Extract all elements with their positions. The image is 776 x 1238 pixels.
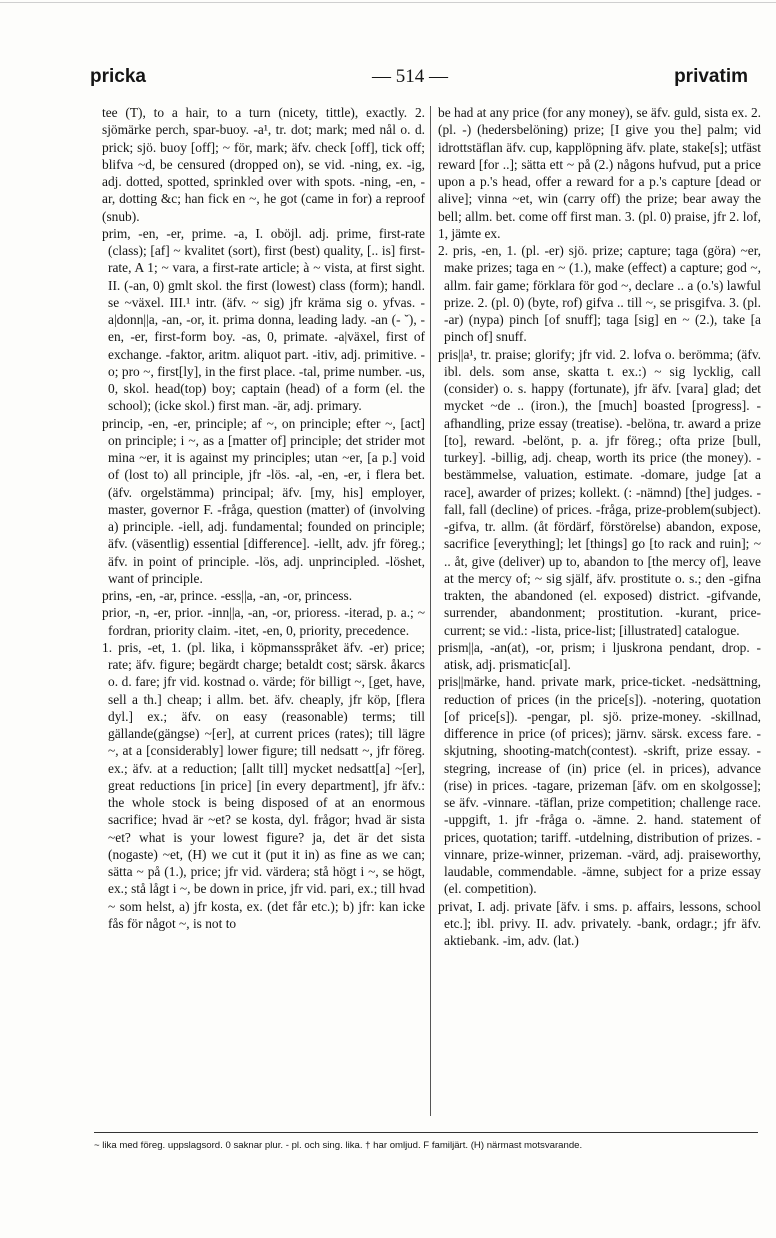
- entry-pris-2: 2. pris, -en, 1. (pl. -er) sjö. prize; capture; taga (göra) ~er, make prizes; taga en ~ (1.), make (effect) a capture; god ~, allm. fair game; förklara för god ~, declare .. a (o.'s) lawful prize. 2. (pl. 0) (byte, rof) gifva .. till ~, se prisgifva. 3. (pl. -ar) (nypa) pinch [of snuff]; taga [sig] en ~ (2.), take [a pinch of] snuff.: [438, 243, 761, 345]
- left-guide-word: pricka: [90, 66, 146, 87]
- abbreviation-legend: ~ lika med föreg. uppslagsord. 0 saknar plur. - pl. och sing. lika. † har omljud. F familjärt. (H) närmast motsvarande.: [94, 1140, 583, 1151]
- entry-prior: prior, -n, -er, prior. -inn||a, -an, -or, prioress. -iterad, p. a.; ~ fordran, priority claim. -itet, -en, 0, priority, precedence.: [102, 605, 425, 638]
- entry-continuation-pris: be had at any price (for any money), se äfv. guld, sista ex. 2. (pl. -) (hedersbelöning) prize; [I give you the] palm; vid idrottstäflan äfv. cup, kapplöpning äfv. plate, stake[s]; utfäst reward [for ..]; sätta ett ~ på (2.) någons hufvud, put a price upon a p.'s head, offer a reward for a p.'s capture [dead or alive]; vinna ~et, win (carry off) the prize; bear away the bell; allm. bet. come off first man. 3. (pl. 0) praise, jfr 2. lof, 1, jämte ex.: [438, 105, 761, 241]
- right-guide-word: privatim: [674, 66, 748, 87]
- entry-pris-1: 1. pris, -et, 1. (pl. lika, i köpmansspråket äfv. -er) price; rate; äfv. figure; begärdt charge; betaldt cost; särsk. åkarcs o. d. fare; jfr vid. kostnad o. värde; för billigt ~, [get, have, sell a th.] cheap; i allm. bet. äfv. cheaply, jfr köp, [flera dyl.] ex.; äfv. on easy (reasonable) terms; till gällande(gängse) ~[er], at current prices (rates); till lägre ~, at a [considerably] lower figure; till nedsatt ~, jfr föreg. ex.; äfv. at a reduction; [allt till] mycket nedsatt[a] ~[er], great reductions [in price] [in every department], jfr äfv.: the whole stock is being disposed of at an enormous sacrifice; hvad är ~et? se kosta, dyl. frågor; hvad är sista ~et? what is your lowest figure? ja, det är det sista (nogaste) ~et, (H) we cut it (put it in) as fine as we can; sätta ~ på (1.), price; jfr vid. värdera; stå högt i ~, se högt, ex.; stå lågt i ~, be down in price, jfr vid. pari, ex.; till hvad ~ som helst, a) jfr kosta, ex. (det får etc.); b) jfr: kan icke fås för något ~, is not to: [102, 639, 425, 931]
- entry-prismarke: pris||märke, hand. private mark, price-ticket. -nedsättning, reduction of prices (in the price[s]). -notering, quotation [of price[s]). -pengar, pl. sjö. prize-money. -skillnad, difference in price (of prices); järnv. särsk. excess fare. -skjutning, shooting-match(contest). -skrift, prize essay. -stegring, increase of (in) price (el. in prices), advance (rise) in prices. -tagare, prizeman [äfv. om en skolgosse]; se äfv. -vinnare. -täflan, prize competition; challenge race. -uppgift, 1. jfr -fråga o. -ämne. 2. hand. statement of prices, quotation; tariff. -utdelning, distribution of prizes. -vinnare, prize-winner, prizeman. -värd, adj. praiseworthy, laudable, commendable. -ämne, subject for a prize essay (el. competition).: [438, 674, 761, 897]
- column-divider: [430, 106, 431, 1116]
- page-number: — 514 —: [372, 66, 449, 87]
- left-column: [102, 104, 425, 932]
- top-rule: [0, 2, 776, 3]
- dictionary-body: [94, 104, 761, 1120]
- entry-prisma: prism||a, -an(at), -or, prism; i ljuskrona pendant, drop. -atisk, adj. prismatic[al].: [438, 639, 761, 672]
- footer-rule: [94, 1132, 758, 1133]
- entry-princip: princip, -en, -er, principle; af ~, on principle; efter ~, [act] on principle; i ~, as a [matter of] principle; det strider mot mina ~er, it is against my principles; utan ~er, [a p.] void of (lost to) all principle, jfr -lös. -al, -en, -er, i flera bet. (äfv. orgelstämma) principal; äfv. [my, his] employer, master, governor F. -fråga, question (matter) of (involving a) principle. -iell, adj. fundamental; founded on principle; äfv. (väsentlig) essential [difference]. -iellt, adv. jfr föreg.; äfv. in point of principle. -lös, adj. unprincipled. -löshet, want of principle.: [102, 415, 425, 586]
- right-column: [438, 104, 761, 949]
- page-header: [90, 66, 748, 96]
- entry-privat: privat, I. adj. private [äfv. i sms. p. affairs, lessons, school etc.]; ibl. privy. II. adv. privately. -bank, ordagr.; jfr äfv. aktiebank. -im, adv. (lat.): [438, 898, 761, 948]
- entry-continuation-pricka: tee (T), to a hair, to a turn (nicety, tittle), exactly. 2. sjömärke perch, spar-buoy. -a¹, tr. dot; mark; med nål o. d. prick; sjö. buoy [off]; ~ för, mark; äfv. check [off], tick off; blifva ~d, be censured (dropped on), se vid. -ning, ex. -ig, adj. dotted, spotted, sprinkled over with spots. -ning, -en, -ar, dotting &c; han fick en ~, he got (came in for) a reproof (snub).: [102, 105, 425, 224]
- entry-prim: prim, -en, -er, prime. -a, I. oböjl. adj. prime, first-rate (class); [af] ~ kvalitet (sort), first (best) quality, [.. is] first-rate, A 1; ~ vara, a first-rate article; à ~ vista, at first sight. II. (-an, 0) gmlt skol. the first (lowest) class (form); handl. se ~växel. III.¹ intr. (äfv. ~ sig) jfr kräma sig o. yfvas. -a|donn||a, -an, -or, it. prima donna, leading lady. -an (- ˘), -en, -er, first-form boy. -as, 0, primate. -a|växel, first of exchange. -faktor, aritm. aliquot part. -itiv, adj. primitive. -o; pro ~, first[ly], in the first place. -tal, prime number. -us, 0, skol. head(top) boy; captain (head) of a form (el. the school); (icke skol.) first man. -är, adj. primary.: [102, 225, 425, 414]
- entry-prins: prins, -en, -ar, prince. -ess||a, -an, -or, princess.: [102, 588, 353, 603]
- entry-prisa: pris||a¹, tr. praise; glorify; jfr vid. 2. lofva o. berömma; (äfv. ibl. dels. som anse, skatta t. ex.:) ~ sig lycklig, call (consider) o. s. happy (fortunate), jfr äfv. [vara] glad; det mycket ~de .. (iron.), the [much] boasted [progress]. -afhandling, prize essay (treatise). -belöna, tr. award a prize [to], reward. -belönt, p. a. jfr föreg.; ofta prize [bull, turkey]. -billig, adj. cheap, worth its price (the money). -bestämmelse, valuation, estimate. -domare, judge [at a race], awarder of prizes; kollekt. (: -nämnd) [the] judges. -fall, fall (decline) of prices. -fråga, prize-problem(subject). -gifva, tr. allm. (åt fördärf, förstörelse) abandon, expose, sacrifice [everything]; let [things] go [to rack and ruin]; ~ .. åt, give (deliver) up to, abandon to [the mercy of], leave at the mercy of; ~ sig själf, äfv. prostitute o. s.; den -gifna trakten, the abandoned (el. exposed) district. -gifvande, surrender, abandonment; prostitution. -kurant, price-current; se vid.: -lista, price-list; [illustrated] catalogue.: [438, 346, 761, 638]
